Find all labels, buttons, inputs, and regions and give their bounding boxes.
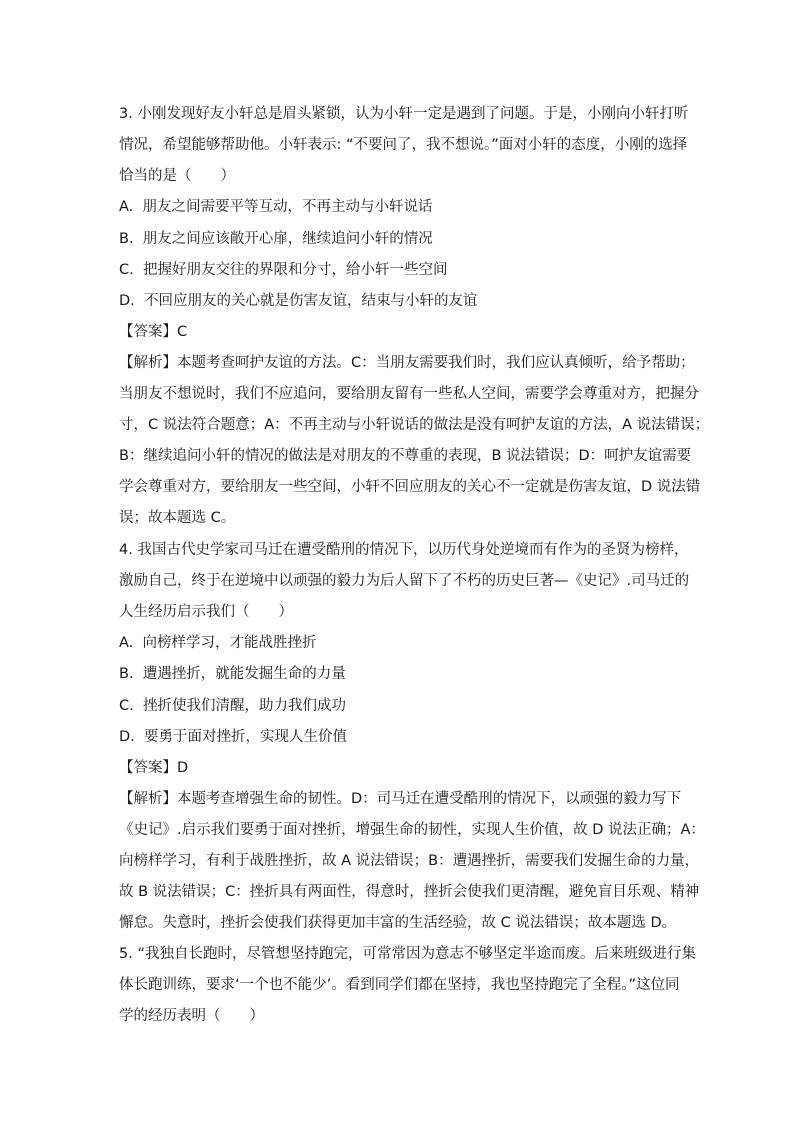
- q4-stem-line-1: 4. 我国古代史学家司马迁在遭受酷刑的情况下，以历代身处逆境而有作为的圣贤为榜样，: [119, 542, 689, 558]
- q4-analysis-line-3: 向榜样学习，有利于战胜挫折，故 A 说法错误；B：遭遇挫折，需要我们发掘生命的力量，: [119, 853, 700, 869]
- q4-analysis-line-1: 【解析】本题考查增强生命的韧性。D：司马迁在遭受酷刑的情况下，以顽强的毅力写下: [119, 791, 682, 807]
- q4-option-d: D. 要勇于面对挫折，实现人生价值: [119, 729, 347, 745]
- q5-stem-line-3: 学的经历表明（ ）: [119, 1008, 264, 1024]
- q3-option-b: B. 朋友之间应该敞开心扉，继续追问小轩的情况: [119, 231, 433, 247]
- q3-option-d: D. 不回应朋友的关心就是伤害友谊，结束与小轩的友谊: [119, 293, 478, 309]
- q4-analysis-line-2: 《史记》.启示我们要勇于面对挫折，增强生命的韧性，实现人生价值，故 D 说法正确；A：: [119, 822, 705, 838]
- q5-stem-line-2: 体长跑训练，要求‘一个也不能少’。看到同学们都在坚持，我也坚持跑完了全程。”这位同: [119, 977, 680, 993]
- q4-option-a: A. 向榜样学习，才能战胜挫折: [119, 635, 317, 651]
- q3-stem-line-1: 3. 小刚发现好友小轩总是眉头紧锁，认为小轩一定是遇到了问题。于是，小刚向小轩打听: [119, 106, 689, 122]
- q4-stem-line-2: 激励自己，终于在逆境中以顽强的毅力为后人留下了不朽的历史巨著—《史记》.司马迁的: [119, 573, 690, 589]
- q3-option-c: C. 把握好朋友交往的界限和分寸，给小轩一些空间: [119, 262, 448, 278]
- q3-analysis-line-2: 当朋友不想说时，我们不应追问，要给朋友留有一些私人空间，需要学会尊重对方，把握分: [119, 386, 699, 402]
- q3-answer: 【答案】C: [119, 324, 188, 340]
- q3-analysis-line-6: 误；故本题选 C。: [119, 510, 236, 526]
- q4-option-b: B. 遭遇挫折，就能发掘生命的力量: [119, 666, 346, 682]
- q5-stem-line-1: 5. “我独自长跑时，尽管想坚持跑完，可常常因为意志不够坚定半途而废。后来班级进行集: [119, 946, 696, 962]
- q4-analysis-line-5: 懈怠。失意时，挫折会使我们获得更加丰富的生活经验，故 C 说法错误；故本题选 D。: [119, 915, 677, 931]
- q3-analysis-line-4: B：继续追问小轩的情况的做法是对朋友的不尊重的表现，B 说法错误；D：呵护友谊需要: [119, 448, 692, 464]
- q4-analysis-line-4: 故 B 说法错误；C：挫折具有两面性，得意时，挫折会使我们更清醒，避免盲目乐观、精神: [119, 884, 700, 900]
- q3-stem-line-2: 情况，希望能够帮助他。小轩表示: “不要问了，我不想说。”面对小轩的态度，小刚的选择: [119, 137, 688, 153]
- q4-option-c: C. 挫折使我们清醒，助力我们成功: [119, 698, 346, 714]
- q3-analysis-line-3: 寸，C 说法符合题意；A：不再主动与小轩说话的做法是没有呵护友谊的方法，A 说法错误；: [119, 417, 710, 433]
- q3-analysis-line-1: 【解析】本题考查呵护友谊的方法。C：当朋友需要我们时，我们应认真倾听，给予帮助；: [119, 355, 695, 371]
- q4-stem-line-3: 人生经历启示我们（ ）: [119, 604, 293, 620]
- q3-stem-line-3: 恰当的是（ ）: [119, 168, 235, 184]
- q3-analysis-line-5: 学会尊重对方，要给朋友一些空间，小轩不回应朋友的关心不一定就是伤害友谊，D 说法错: [119, 479, 701, 495]
- q4-answer: 【答案】D: [119, 760, 189, 776]
- q3-option-a: A. 朋友之间需要平等互动，不再主动与小轩说话: [119, 199, 433, 215]
